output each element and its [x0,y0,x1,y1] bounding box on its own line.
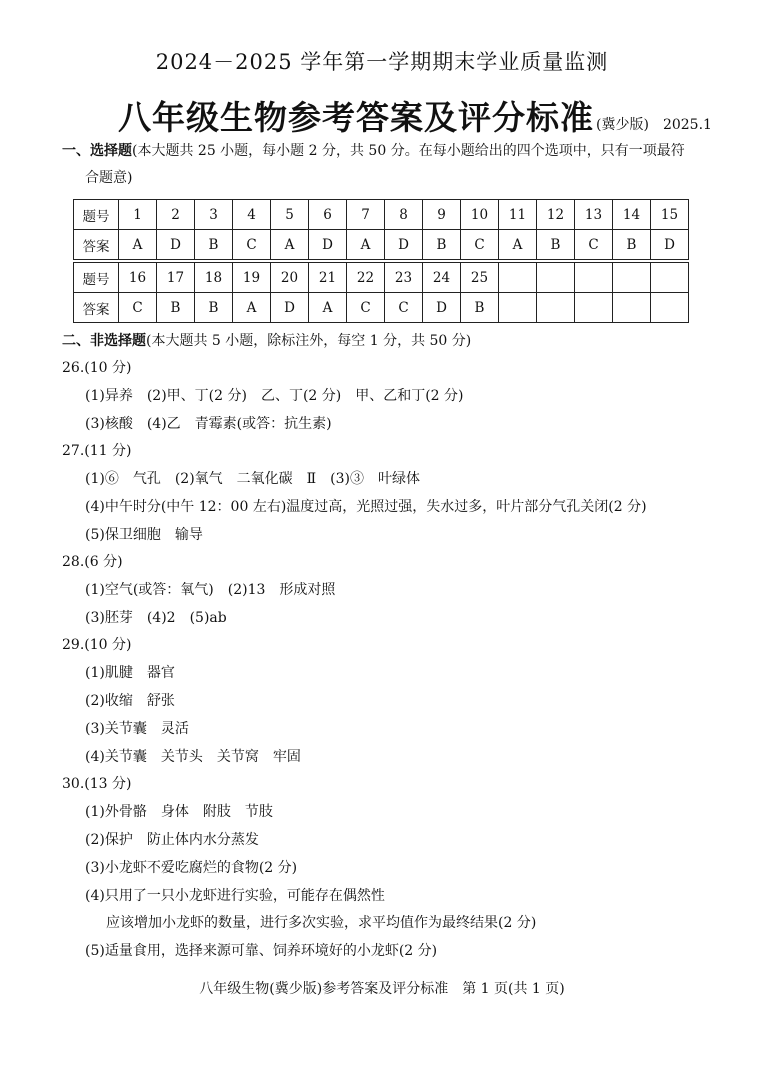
question-26-header: 26.(10 分) [62,360,132,376]
table-row-q2 [74,263,689,293]
table-cell: 14 [613,200,651,230]
date-label: 2025.1 [662,117,712,133]
table-cell [651,293,689,323]
table-cell: B [195,230,233,260]
section1-intro [62,141,685,161]
table-cell: C [233,230,271,260]
table-cell: 8 [385,200,423,230]
section2-desc: (本大题共 5 小题，除标注外，每空 1 分，共 50 分) [146,333,472,349]
table-cell: 7 [347,200,385,230]
table-cell: 25 [461,263,499,293]
answer-line: (3)核酸 (4)乙 青霉素(或答：抗生素) [85,416,332,432]
question-30-header: 30.(13 分) [62,776,132,792]
table-cell: 9 [423,200,461,230]
table-cell: D [651,230,689,260]
table-cell: C [119,293,157,323]
table-cell: A [271,230,309,260]
table-cell: B [157,293,195,323]
table-cell: 23 [385,263,423,293]
page-footer: 八年级生物(冀少版)参考答案及评分标准 第 1 页(共 1 页) [199,981,565,997]
answer-line: (4)只用了一只小龙虾进行实验，可能存在偶然性 [85,888,385,904]
table-cell: A [233,293,271,323]
answer-line: (3)胚芽 (4)2 (5)ab [85,610,227,626]
answer-line: (3)关节囊 灵活 [85,721,189,737]
table-cell [575,293,613,323]
answer-line: (2)保护 防止体内水分蒸发 [85,832,259,848]
table-cell: 10 [461,200,499,230]
answer-line: (4)关节囊 关节头 关节窝 牢固 [85,749,301,765]
table-cell: D [309,230,347,260]
table-cell: A [499,230,537,260]
main-title: 八年级生物参考答案及评分标准 [118,98,594,137]
answer-line: (1)⑥ 气孔 (2)氧气 二氧化碳 Ⅱ (3)③ 叶绿体 [85,471,421,487]
table-cell: B [195,293,233,323]
question-27-header: 27.(11 分) [62,443,132,459]
table-cell: 22 [347,263,385,293]
question-29-header: 29.(10 分) [62,637,132,653]
table-cell: 5 [271,200,309,230]
table-cell: B [537,230,575,260]
table-cell: 4 [233,200,271,230]
answer-line: (5)保卫细胞 输导 [85,527,203,543]
table-cell: 2 [157,200,195,230]
table-cell: C [575,230,613,260]
table-cell: D [423,293,461,323]
table-cell [499,263,537,293]
table-cell [537,293,575,323]
table-cell [537,263,575,293]
question-28-header: 28.(6 分) [62,554,123,570]
table-cell: 1 [119,200,157,230]
table-cell: A [347,230,385,260]
table-cell: C [461,230,499,260]
answer-line: (3)小龙虾不爱吃腐烂的食物(2 分) [85,860,298,876]
table-cell: D [385,230,423,260]
table-cell: D [271,293,309,323]
table-cell: 12 [537,200,575,230]
table-cell: 24 [423,263,461,293]
table-cell: 3 [195,200,233,230]
answer-line: (1)空气(或答：氧气) (2)13 形成对照 [85,582,336,598]
table-cell [575,263,613,293]
row-label: 题号 [74,200,119,230]
table-cell: 16 [119,263,157,293]
answer-line: (2)收缩 舒张 [85,693,175,709]
table-cell: D [157,230,195,260]
answer-line: (1)肌腱 器官 [85,665,175,681]
answer-line: (1)异养 (2)甲、丁(2 分) 乙、丁(2 分) 甲、乙和丁(2 分) [85,388,464,404]
main-title-block [118,92,712,139]
table-cell: 18 [195,263,233,293]
answer-line: 应该增加小龙虾的数量，进行多次实验，求平均值作为最终结果(2 分) [106,915,537,931]
table-row-a1 [74,230,689,260]
exam-title: 2024－2025 学年第一学期期末学业质量监测 [155,50,609,74]
table-cell [613,263,651,293]
table-cell: C [347,293,385,323]
row-label: 答案 [74,293,119,323]
table-cell: 17 [157,263,195,293]
section2-heading: 二、非选择题 [62,333,146,349]
table-cell: 6 [309,200,347,230]
table-cell: A [309,293,347,323]
table-cell: 15 [651,200,689,230]
section1-heading: 一、选择题 [62,143,132,159]
table-cell [651,263,689,293]
table-cell: B [423,230,461,260]
table-row-a2 [74,293,689,323]
table-cell: 13 [575,200,613,230]
row-label: 题号 [74,263,119,293]
answer-line: (5)适量食用，选择来源可靠、饲养环境好的小龙虾(2 分) [85,943,438,959]
table-cell [499,293,537,323]
table-cell [613,293,651,323]
section2-intro [62,331,471,351]
table-cell: B [613,230,651,260]
table-cell: B [461,293,499,323]
edition-label: (冀少版) [596,117,649,133]
table-cell: C [385,293,423,323]
answer-line: (4)中午时分(中午 12：00 左右)温度过高，光照过强，失水过多，叶片部分气孔关闭(2 分) [85,499,647,515]
answer-line: (1)外骨骼 身体 附肢 节肢 [85,804,273,820]
table-cell: 20 [271,263,309,293]
table-cell: 11 [499,200,537,230]
table-cell: 19 [233,263,271,293]
table-cell: A [119,230,157,260]
section1-desc-line1: (本大题共 25 小题，每小题 2 分，共 50 分。在每小题给出的四个选项中，只有一项最符 [132,143,685,159]
answer-table [73,199,689,323]
table-row-q1 [74,200,689,230]
table-cell: 21 [309,263,347,293]
row-label: 答案 [74,230,119,260]
section1-desc-line2: 合题意) [85,170,133,186]
